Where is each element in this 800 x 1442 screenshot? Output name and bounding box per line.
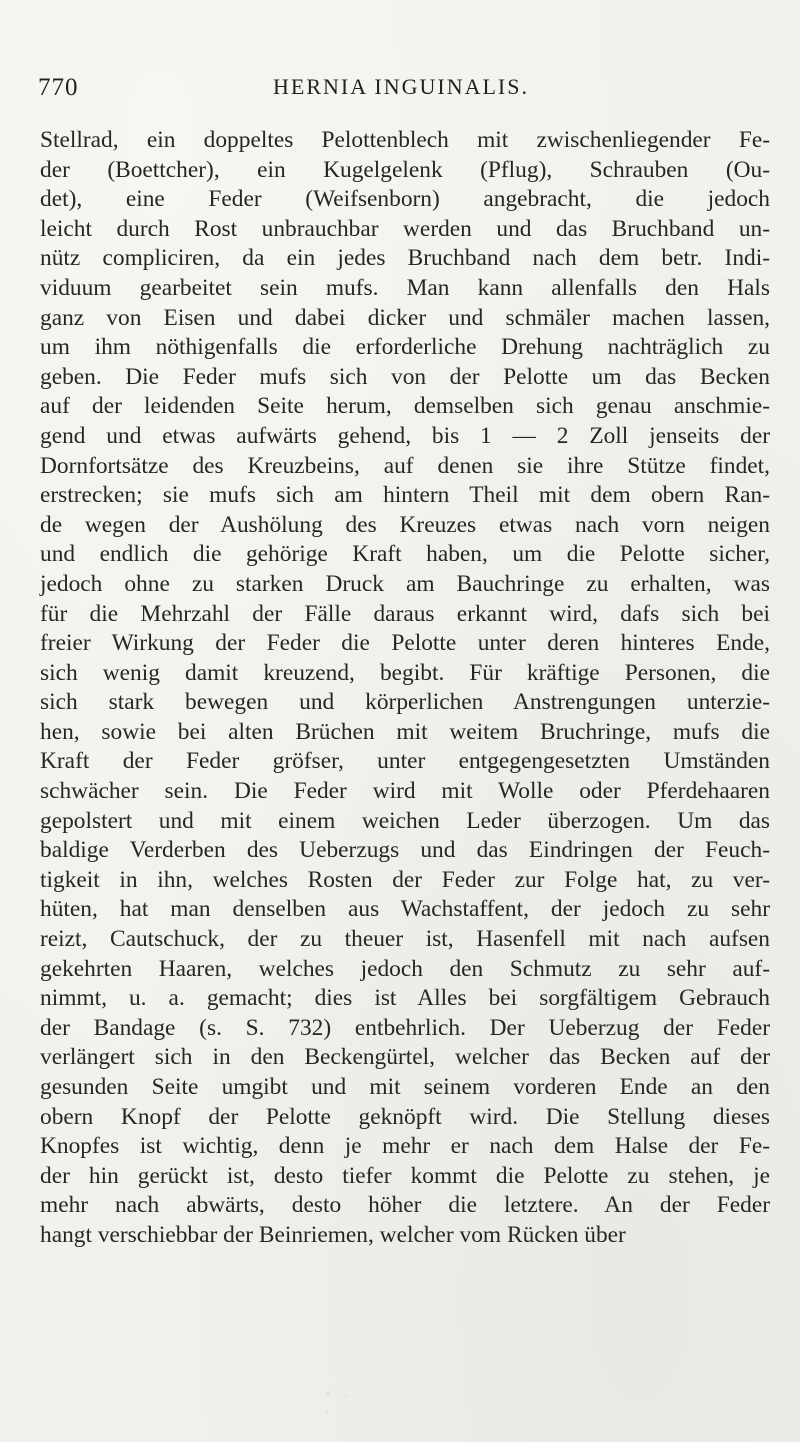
text-line: auf der leidenden Seite herum, demselben sich genau anschmie- bbox=[40, 393, 770, 420]
text-line: sich stark bewegen und körperlichen Anstrengungen unterzie- bbox=[40, 689, 770, 716]
paper-smudge: ° ◦ · bbox=[325, 1390, 353, 1420]
text-line: um ihm nöthigenfalls die erforderliche Drehung nachträglich zu bbox=[40, 334, 770, 361]
text-line: hüten, hat man denselben aus Wachstaffent, der jedoch zu sehr bbox=[40, 896, 770, 923]
text-line: verlängert sich in den Beckengürtel, welcher das Becken auf der bbox=[40, 1044, 770, 1071]
text-line: und endlich die gehörige Kraft haben, um die Pelotte sicher, bbox=[40, 541, 770, 568]
text-line: Knopfes ist wichtig, denn je mehr er nach dem Halse der Fe- bbox=[40, 1133, 770, 1160]
text-line: schwächer sein. Die Feder wird mit Wolle oder Pferdehaaren bbox=[40, 778, 770, 805]
text-line: freier Wirkung der Feder die Pelotte unter deren hinteres Ende, bbox=[40, 630, 770, 657]
text-line: Kraft der Feder gröfser, unter entgegengesetzten Umständen bbox=[40, 748, 770, 775]
text-line: erstrecken; sie mufs sich am hintern Theil mit dem obern Ran- bbox=[40, 482, 770, 509]
text-line: baldige Verderben des Ueberzugs und das Eindringen der Feuch- bbox=[40, 837, 770, 864]
text-line: der hin gerückt ist, desto tiefer kommt die Pelotte zu stehen, je bbox=[40, 1162, 770, 1189]
text-line: ganz von Eisen und dabei dicker und schmäler machen lassen, bbox=[40, 304, 770, 331]
running-title: HERNIA INGUINALIS. bbox=[273, 74, 529, 99]
text-line: tigkeit in ihn, welches Rosten der Feder zur Folge hat, zu ver- bbox=[40, 866, 770, 893]
text-line: jedoch ohne zu starken Druck am Bauchringe zu erhalten, was bbox=[40, 570, 770, 597]
text-line: der (Boettcher), ein Kugelgelenk (Pflug), Schrauben (Ou- bbox=[40, 156, 770, 183]
text-line: gend und etwas aufwärts gehend, bis 1 — 2 Zoll jenseits der bbox=[40, 422, 770, 449]
text-line: leicht durch Rost unbrauchbar werden und das Bruchband un- bbox=[40, 215, 770, 242]
text-line: hangt verschiebbar der Beinriemen, welcher vom Rücken über bbox=[40, 1221, 626, 1248]
text-line: der Bandage (s. S. 732) entbehrlich. Der Ueberzug der Feder bbox=[40, 1014, 770, 1041]
text-line: Stellrad, ein doppeltes Pelottenblech mit zwischenliegender Fe- bbox=[40, 127, 770, 153]
text-line: gekehrten Haaren, welches jedoch den Schmutz zu sehr auf- bbox=[40, 955, 770, 982]
text-line: viduum gearbeitet sein mufs. Man kann allenfalls den Hals bbox=[40, 274, 770, 301]
text-line: obern Knopf der Pelotte geknöpft wird. Die Stellung dieses bbox=[40, 1103, 770, 1130]
text-line: für die Mehrzahl der Fälle daraus erkannt wird, dafs sich bei bbox=[40, 600, 770, 627]
text-line: hen, sowie bei alten Brüchen mit weitem Bruchringe, mufs die bbox=[40, 718, 770, 745]
text-line: mehr nach abwärts, desto höher die letztere. An der Feder bbox=[40, 1192, 770, 1219]
page-header bbox=[38, 74, 772, 108]
text-line: sich wenig damit kreuzend, begibt. Für kräftige Personen, die bbox=[40, 659, 770, 686]
text-line: nimmt, u. a. gemacht; dies ist Alles bei sorgfältigem Gebrauch bbox=[40, 985, 770, 1012]
text-line: det), eine Feder (Weifsenborn) angebracht, die jedoch bbox=[40, 186, 770, 213]
text-line: Dornfortsätze des Kreuzbeins, auf denen sie ihre Stütze findet, bbox=[40, 452, 770, 479]
text-line: gepolstert und mit einem weichen Leder überzogen. Um das bbox=[40, 807, 770, 834]
page-number: 770 bbox=[38, 74, 79, 101]
text-line: de wegen der Aushölung des Kreuzes etwas nach vorn neigen bbox=[40, 511, 770, 538]
text-line: gesunden Seite umgibt und mit seinem vorderen Ende an den bbox=[40, 1074, 770, 1100]
text-line: geben. Die Feder mufs sich von der Pelotte um das Becken bbox=[40, 363, 770, 390]
text-line: nütz compliciren, da ein jedes Bruchband nach dem betr. Indi- bbox=[40, 245, 770, 272]
body-text bbox=[40, 126, 770, 1251]
text-line: reizt, Cautschuck, der zu theuer ist, Hasenfell mit nach aufsen bbox=[40, 926, 770, 953]
